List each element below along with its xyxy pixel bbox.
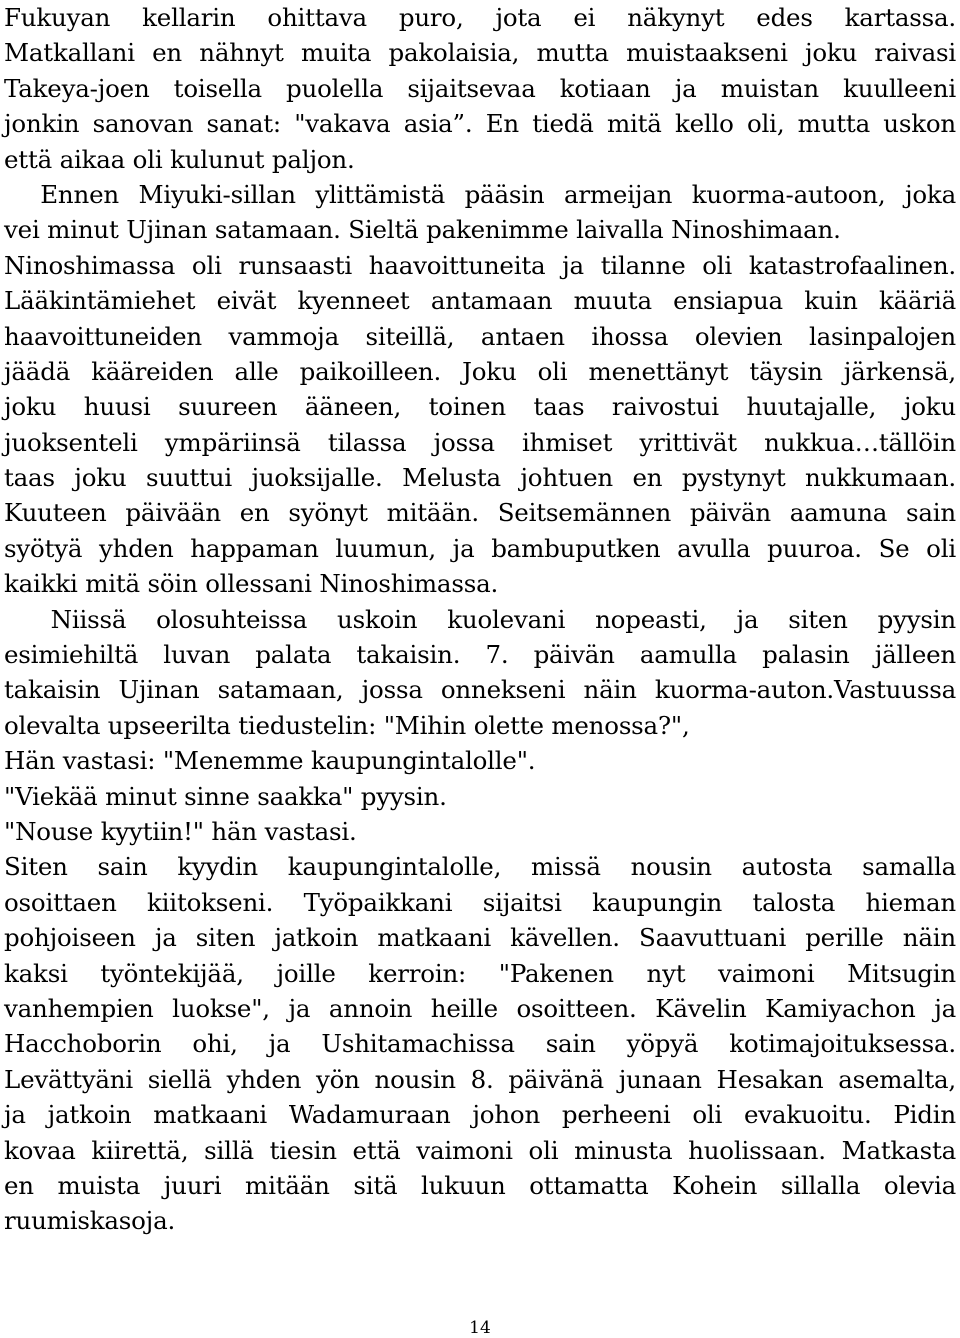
- text-line: Levättyäni siellä yhden yön nousin 8. päivänä junaan Hesakan asemalta,: [4, 1064, 956, 1094]
- text-line: Ennen Miyuki-sillan ylittämistä pääsin armeijan kuorma-autoon, joka: [4, 179, 956, 209]
- text-line: vanhempien luokse", ja annoin heille osoitteen. Kävelin Kamiyachon ja: [4, 993, 956, 1023]
- text-line: taas joku suuttui juoksijalle. Melusta johtuen en pystynyt nukkumaan.: [4, 463, 956, 493]
- text-line: Fukuyan kellarin ohittava puro, jota ei näkynyt edes kartassa.: [4, 3, 956, 32]
- text-line: Takeya-joen toisella puolella sijaitsevaa kotiaan ja muistan kuulleeni: [4, 73, 956, 103]
- text-line: kaikki mitä söin ollessani Ninoshimassa.: [4, 569, 499, 599]
- text-line: Kuuteen päivään en syönyt mitään. Seitsemännen päivän aamuna sain: [4, 498, 956, 528]
- text-line: että aikaa oli kulunut paljon.: [4, 144, 355, 174]
- page-number: 14: [469, 1318, 491, 1338]
- text-line: jäädä kääreiden alle paikoilleen. Joku oli menettänyt täysin järkensä,: [4, 356, 956, 386]
- text-line: takaisin Ujinan satamaan, jossa onnekseni näin kuorma-auton.Vastuussa: [4, 675, 956, 705]
- text-line: Ninoshimassa oli runsaasti haavoittuneita ja tilanne oli katastrofaalinen.: [4, 250, 956, 280]
- text-line: Niissä olosuhteissa uskoin kuolevani nopeasti, ja siten pyysin: [4, 604, 956, 634]
- text-line: ja jatkoin matkaani Wadamuraan johon perheeni oli evakuoitu. Pidin: [4, 1100, 956, 1130]
- text-line: vei minut Ujinan satamaan. Sieltä pakenimme laivalla Ninoshimaan.: [4, 215, 841, 245]
- text-line: juoksenteli ympäriinsä tilassa jossa ihmiset yrittivät nukkua…tällöin: [4, 427, 956, 457]
- text-line: olevalta upseerilta tiedustelin: "Mihin olette menossa?",: [4, 710, 690, 740]
- text-line: osoittaen kiitokseni. Työpaikkani sijaitsi kaupungin talosta hieman: [4, 887, 956, 917]
- text-line: joku huusi suureen ääneen, toinen taas raivostui huutajalle, joku: [4, 392, 956, 422]
- body-text: [4, 0, 956, 1239]
- text-line: pohjoiseen ja siten jatkoin matkaani kävellen. Saavuttuani perille näin: [4, 923, 956, 953]
- text-line: Matkallani en nähnyt muita pakolaisia, mutta muistaakseni joku raivasi: [4, 38, 956, 68]
- text-line: kaksi työntekijää, joille kerroin: "Pakenen nyt vaimoni Mitsugin: [4, 958, 956, 988]
- text-line: kovaa kiirettä, sillä tiesin että vaimoni oli minusta huolissaan. Matkasta: [4, 1135, 956, 1165]
- text-line: Hän vastasi: "Menemme kaupungintalolle".: [4, 746, 536, 776]
- text-line: Lääkintämiehet eivät kyenneet antamaan muuta ensiapua kuin kääriä: [4, 286, 956, 316]
- text-line: jonkin sanovan sanat: "vakava asia”. En tiedä mitä kello oli, mutta uskon: [4, 109, 956, 139]
- text-line: haavoittuneiden vammoja siteillä, antaen ihossa olevien lasinpalojen: [4, 321, 956, 351]
- text-line: ruumiskasoja.: [4, 1206, 176, 1236]
- text-line: Hacchoborin ohi, ja Ushitamachissa sain yöpyä kotimajoituksessa.: [4, 1029, 956, 1059]
- text-line: syötyä yhden happaman luumun, ja bambuputken avulla puuroa. Se oli: [4, 533, 956, 563]
- text-line: "Nouse kyytiin!" hän vastasi.: [4, 816, 357, 846]
- text-line: en muista juuri mitään sitä lukuun ottamatta Kohein sillalla olevia: [4, 1170, 956, 1200]
- text-line: "Viekää minut sinne saakka" pyysin.: [4, 781, 447, 811]
- text-line: Siten sain kyydin kaupungintalolle, missä nousin autosta samalla: [4, 852, 956, 882]
- text-line: esimiehiltä luvan palata takaisin. 7. päivän aamulla palasin jälleen: [4, 640, 956, 670]
